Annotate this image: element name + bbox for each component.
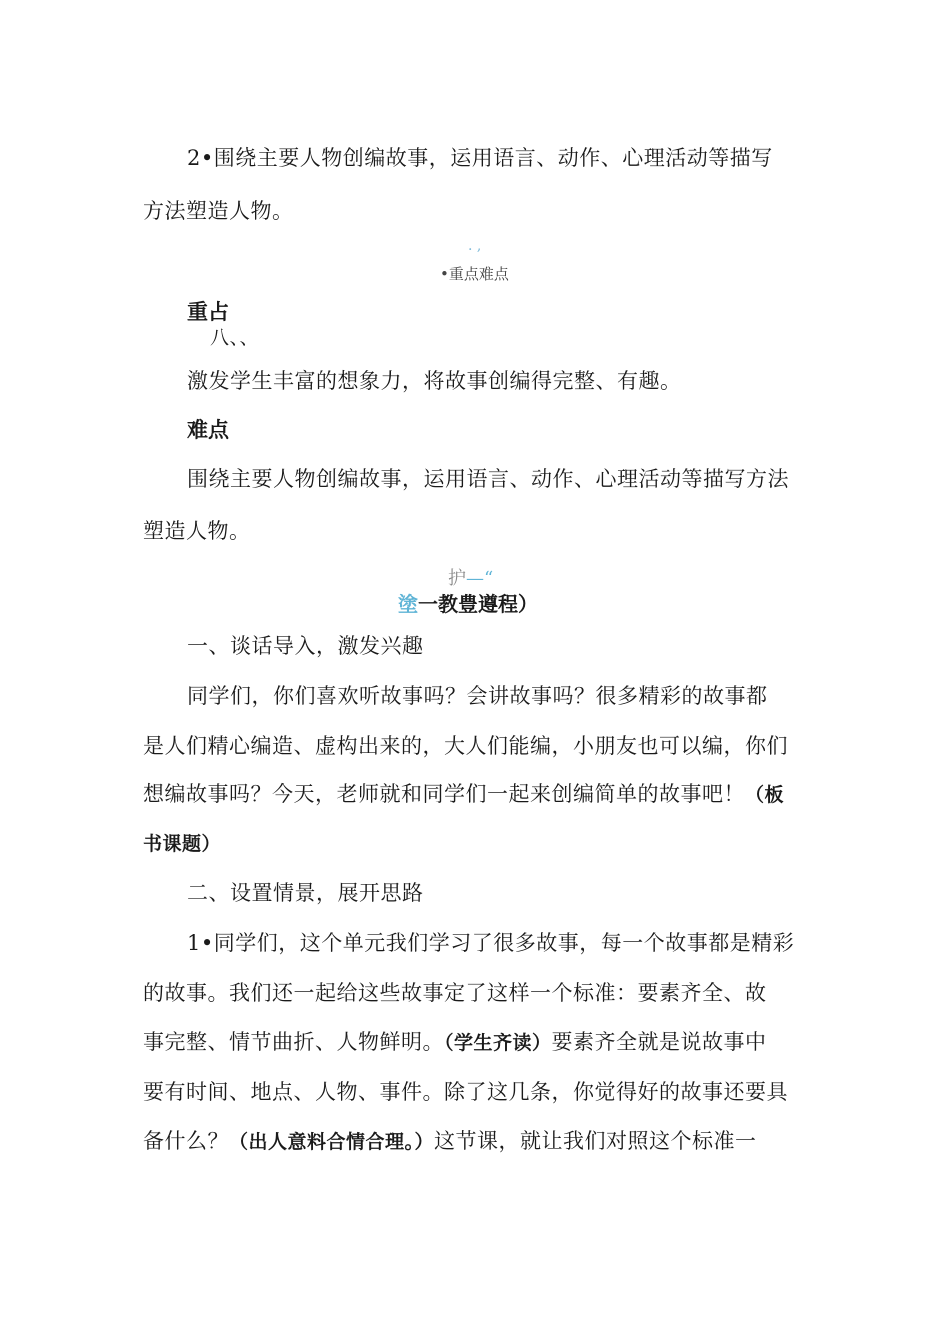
part2-line-1: 1•同学们，这个单元我们学习了很多故事，每一个故事都是精彩 (187, 931, 795, 955)
part2-line-5-text-c: 这节课，就让我们对照这个标准一 (434, 1129, 757, 1153)
difficulty-heading: 难点 (187, 418, 229, 442)
part2-line-3-text-a: 事完整、情节曲折、人物鲜明。 (143, 1030, 444, 1054)
key-point-heading: 重占 (187, 300, 229, 324)
part1-line-3-bold: （板 (745, 784, 785, 806)
part2-line-2: 的故事。我们还一起给这些故事定了这样一个标准：要素齐全、故 (143, 981, 767, 1005)
difficulty-line-1: 围绕主要人物创编故事，运用语言、动作、心理活动等描写方法 (187, 467, 789, 491)
part2-line-5 (143, 1125, 757, 1155)
part2-line-3 (143, 1026, 767, 1056)
goal-2-line-1: 2•围绕主要人物创编故事，运用语言、动作、心理活动等描写 (187, 146, 773, 170)
section-title-keypoints: •重点难点 (440, 265, 509, 283)
part2-line-5-text-a: 备什么？ (143, 1129, 229, 1153)
process-top-a: 护 (448, 568, 466, 589)
part2-heading: 二、设置情景，展开思路 (187, 881, 424, 905)
process-title-b: 一教豊遵程） (418, 592, 538, 616)
part2-line-5-bold: （出人意料合情合理。） (229, 1131, 435, 1153)
section-title-process (398, 588, 538, 617)
decorative-marks: . , (468, 238, 482, 254)
key-point-subscript: 八、、 (210, 327, 260, 349)
part2-line-3-bold: （学生齐读） (444, 1032, 552, 1054)
part1-line-1: 同学们，你们喜欢听故事吗？会讲故事吗？很多精彩的故事都 (187, 684, 768, 708)
part1-heading: 一、谈话导入，激发兴趣 (187, 634, 424, 658)
difficulty-line-2: 塑造人物。 (143, 519, 251, 543)
part1-line-2: 是人们精心编造、虚构出来的，大人们能编，小朋友也可以编，你们 (143, 734, 788, 758)
goal-2-line-2: 方法塑造人物。 (143, 199, 294, 223)
part1-line-3-text: 想编故事吗？今天，老师就和同学们一起来创编简单的故事吧！ (143, 782, 745, 806)
process-title-a: 塗 (398, 592, 418, 616)
process-top-marks (448, 564, 493, 590)
part1-line-4: 书课题） (143, 833, 222, 855)
part1-line-3 (143, 778, 784, 808)
part2-line-3-text-c: 要素齐全就是说故事中 (551, 1030, 767, 1054)
key-point-text: 激发学生丰富的想象力，将故事创编得完整、有趣。 (187, 369, 682, 393)
part2-line-4: 要有时间、地点、人物、事件。除了这几条，你觉得好的故事还要具 (143, 1080, 788, 1104)
process-top-b: —“ (466, 568, 494, 589)
